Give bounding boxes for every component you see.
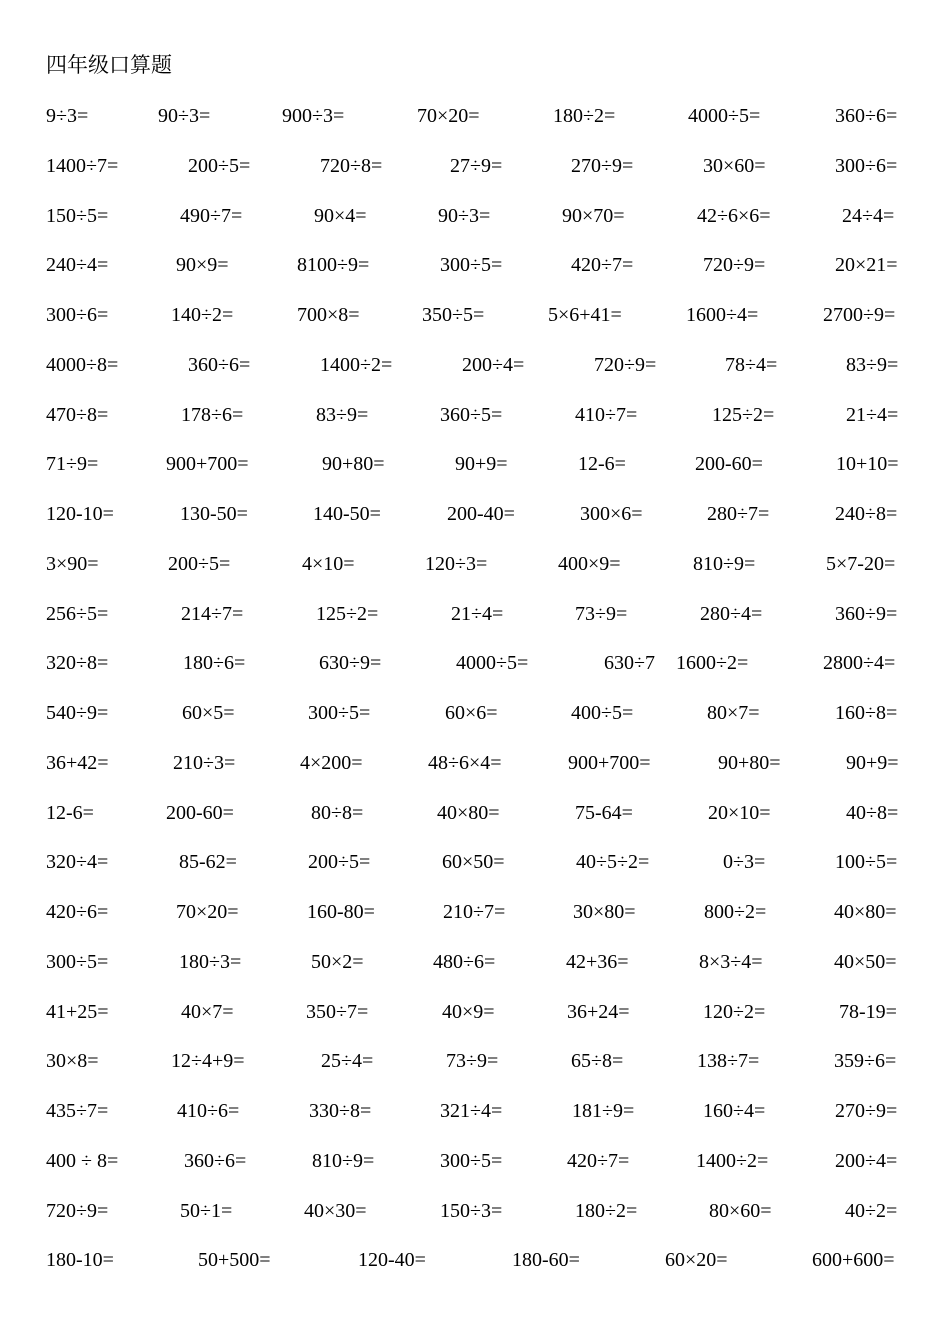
math-problem: 80×60=	[709, 1200, 772, 1222]
math-problem: 321÷4=	[440, 1100, 503, 1122]
math-problem: 65÷8=	[571, 1050, 624, 1072]
math-problem: 90÷3=	[158, 105, 211, 127]
math-problem: 180-60=	[512, 1249, 580, 1271]
math-problem: 0÷3=	[723, 851, 766, 873]
math-problem: 240÷4=	[46, 254, 109, 276]
math-problem: 320÷4=	[46, 851, 109, 873]
math-problem: 9÷3=	[46, 105, 89, 127]
math-problem: 700×8=	[297, 304, 360, 326]
problem-row	[0, 499, 950, 529]
math-problem: 90÷3=	[438, 205, 491, 227]
math-problem: 630÷7	[604, 652, 655, 674]
math-problem: 410÷7=	[575, 404, 638, 426]
math-problem: 300÷6=	[46, 304, 109, 326]
math-problem: 70×20=	[176, 901, 239, 923]
math-problem: 4000÷5=	[688, 105, 761, 127]
math-problem: 200-60=	[695, 453, 763, 475]
math-problem: 75-64=	[575, 802, 633, 824]
math-problem: 280÷4=	[700, 603, 763, 625]
math-problem: 12-6=	[46, 802, 94, 824]
math-problem: 125÷2=	[316, 603, 379, 625]
math-problem: 1400÷7=	[46, 155, 119, 177]
math-problem: 435÷7=	[46, 1100, 109, 1122]
math-problem: 78÷4=	[725, 354, 778, 376]
math-problem: 300÷5=	[46, 951, 109, 973]
math-problem: 150÷5=	[46, 205, 109, 227]
math-problem: 400 ÷ 8=	[46, 1150, 119, 1172]
math-problem: 78-19=	[839, 1001, 897, 1023]
math-problem: 720÷8=	[320, 155, 383, 177]
math-problem: 130-50=	[180, 503, 248, 525]
math-problem: 90×4=	[314, 205, 367, 227]
math-problem: 25÷4=	[321, 1050, 374, 1072]
math-problem: 2700÷9=	[823, 304, 896, 326]
math-problem: 50×2=	[311, 951, 364, 973]
math-problem: 140÷2=	[171, 304, 234, 326]
problem-row	[0, 798, 950, 828]
math-problem: 48÷6×4=	[428, 752, 502, 774]
math-problem: 180÷2=	[575, 1200, 638, 1222]
problem-row	[0, 599, 950, 629]
math-problem: 42÷6×6=	[697, 205, 771, 227]
math-problem: 100÷5=	[835, 851, 898, 873]
math-problem: 1400÷2=	[696, 1150, 769, 1172]
math-problem: 5×6+41=	[548, 304, 622, 326]
math-problem: 200÷4=	[835, 1150, 898, 1172]
problem-row	[0, 250, 950, 280]
math-problem: 470÷8=	[46, 404, 109, 426]
math-problem: 360÷5=	[440, 404, 503, 426]
math-problem: 90+9=	[846, 752, 899, 774]
math-problem: 810÷9=	[693, 553, 756, 575]
math-problem: 27÷9=	[450, 155, 503, 177]
math-problem: 330÷8=	[309, 1100, 372, 1122]
problem-row	[0, 1096, 950, 1126]
problem-row	[0, 449, 950, 479]
math-problem: 40×7=	[181, 1001, 234, 1023]
math-problem: 360÷6=	[188, 354, 251, 376]
math-problem: 80×7=	[707, 702, 760, 724]
math-problem: 270÷9=	[571, 155, 634, 177]
problem-row	[0, 101, 950, 131]
math-problem: 359÷6=	[834, 1050, 897, 1072]
math-problem: 178÷6=	[181, 404, 244, 426]
math-problem: 280÷7=	[707, 503, 770, 525]
math-problem: 41+25=	[46, 1001, 109, 1023]
math-problem: 480÷6=	[433, 951, 496, 973]
math-problem: 270÷9=	[835, 1100, 898, 1122]
math-problem: 83÷9=	[846, 354, 899, 376]
math-problem: 210÷7=	[443, 901, 506, 923]
math-problem: 60×50=	[442, 851, 505, 873]
math-problem: 71÷9=	[46, 453, 99, 475]
math-problem: 8×3÷4=	[699, 951, 763, 973]
math-problem: 40×50=	[834, 951, 897, 973]
math-problem: 12-6=	[578, 453, 626, 475]
math-problem: 90+80=	[718, 752, 781, 774]
math-problem: 1600÷2=	[676, 652, 749, 674]
math-problem: 4×10=	[302, 553, 355, 575]
math-problem: 90×9=	[176, 254, 229, 276]
math-problem: 60×6=	[445, 702, 498, 724]
math-problem: 1600÷4=	[686, 304, 759, 326]
math-problem: 300÷5=	[440, 254, 503, 276]
math-problem: 60×20=	[665, 1249, 728, 1271]
math-problem: 120-40=	[358, 1249, 426, 1271]
math-problem: 40÷2=	[845, 1200, 898, 1222]
math-problem: 20×21=	[835, 254, 898, 276]
math-problem: 200÷5=	[308, 851, 371, 873]
math-problem: 12÷4+9=	[171, 1050, 245, 1072]
math-problem: 720÷9=	[594, 354, 657, 376]
math-problem: 2800÷4=	[823, 652, 896, 674]
math-problem: 10+10=	[836, 453, 899, 475]
math-problem: 900+700=	[568, 752, 651, 774]
math-problem: 30×80=	[573, 901, 636, 923]
math-problem: 40÷8=	[846, 802, 899, 824]
math-problem: 410÷6=	[177, 1100, 240, 1122]
math-problem: 120÷3=	[425, 553, 488, 575]
math-problem: 5×7-20=	[826, 553, 896, 575]
math-problem: 420÷7=	[567, 1150, 630, 1172]
math-problem: 30×8=	[46, 1050, 99, 1072]
math-problem: 138÷7=	[697, 1050, 760, 1072]
math-problem: 420÷7=	[571, 254, 634, 276]
math-problem: 21÷4=	[846, 404, 899, 426]
math-problem: 73÷9=	[575, 603, 628, 625]
math-problem: 90+80=	[322, 453, 385, 475]
math-problem: 20×10=	[708, 802, 771, 824]
math-problem: 200-40=	[447, 503, 515, 525]
math-problem: 40×80=	[834, 901, 897, 923]
math-problem: 160-80=	[307, 901, 375, 923]
math-problem: 80÷8=	[311, 802, 364, 824]
problem-row	[0, 847, 950, 877]
math-problem: 40×9=	[442, 1001, 495, 1023]
math-problem: 240÷8=	[835, 503, 898, 525]
math-problem: 160÷4=	[703, 1100, 766, 1122]
math-problem: 800÷2=	[704, 901, 767, 923]
math-problem: 320÷8=	[46, 652, 109, 674]
problem-row	[0, 300, 950, 330]
math-problem: 120÷2=	[703, 1001, 766, 1023]
page-title: 四年级口算题	[46, 53, 172, 77]
math-problem: 214÷7=	[181, 603, 244, 625]
math-problem: 4000÷5=	[456, 652, 529, 674]
problem-row	[0, 1046, 950, 1076]
math-problem: 120-10=	[46, 503, 114, 525]
math-problem: 140-50=	[313, 503, 381, 525]
math-problem: 720÷9=	[46, 1200, 109, 1222]
math-problem: 90+9=	[455, 453, 508, 475]
math-problem: 90×70=	[562, 205, 625, 227]
math-problem: 50÷1=	[180, 1200, 233, 1222]
math-problem: 400÷5=	[571, 702, 634, 724]
math-problem: 40×80=	[437, 802, 500, 824]
problem-row	[0, 350, 950, 380]
problem-row	[0, 201, 950, 231]
math-problem: 420÷6=	[46, 901, 109, 923]
math-problem: 200÷5=	[188, 155, 251, 177]
math-problem: 180÷6=	[183, 652, 246, 674]
math-problem: 180-10=	[46, 1249, 114, 1271]
math-problem: 36+24=	[567, 1001, 630, 1023]
math-problem: 70×20=	[417, 105, 480, 127]
math-problem: 36+42=	[46, 752, 109, 774]
math-problem: 30×60=	[703, 155, 766, 177]
problem-row	[0, 997, 950, 1027]
math-problem: 85-62=	[179, 851, 237, 873]
math-problem: 630÷9=	[319, 652, 382, 674]
math-problem: 150÷3=	[440, 1200, 503, 1222]
math-problem: 200-60=	[166, 802, 234, 824]
math-problem: 180÷2=	[553, 105, 616, 127]
math-problem: 8100÷9=	[297, 254, 370, 276]
math-problem: 73÷9=	[446, 1050, 499, 1072]
math-problem: 83÷9=	[316, 404, 369, 426]
math-problem: 360÷6=	[835, 105, 898, 127]
math-problem: 3×90=	[46, 553, 99, 575]
math-problem: 21÷4=	[451, 603, 504, 625]
math-problem: 256÷5=	[46, 603, 109, 625]
math-problem: 200÷4=	[462, 354, 525, 376]
math-problem: 720÷9=	[703, 254, 766, 276]
math-problem: 300×6=	[580, 503, 643, 525]
math-problem: 900÷3=	[282, 105, 345, 127]
math-problem: 350÷7=	[306, 1001, 369, 1023]
math-problem: 200÷5=	[168, 553, 231, 575]
math-problem: 4000÷8=	[46, 354, 119, 376]
math-problem: 600+600=	[812, 1249, 895, 1271]
problem-row	[0, 1196, 950, 1226]
math-problem: 300÷6=	[835, 155, 898, 177]
math-problem: 360÷6=	[184, 1150, 247, 1172]
math-problem: 360÷9=	[835, 603, 898, 625]
math-problem: 300÷5=	[308, 702, 371, 724]
problem-row	[0, 748, 950, 778]
problem-row	[0, 698, 950, 728]
problem-row	[0, 897, 950, 927]
math-problem: 400×9=	[558, 553, 621, 575]
math-problem: 490÷7=	[180, 205, 243, 227]
math-problem: 180÷3=	[179, 951, 242, 973]
math-problem: 4×200=	[300, 752, 363, 774]
problem-row	[0, 947, 950, 977]
math-problem: 60×5=	[182, 702, 235, 724]
math-problem: 181÷9=	[572, 1100, 635, 1122]
math-problem: 42+36=	[566, 951, 629, 973]
problem-row	[0, 1245, 950, 1275]
math-problem: 210÷3=	[173, 752, 236, 774]
math-problem: 300÷5=	[440, 1150, 503, 1172]
problem-row	[0, 648, 950, 678]
math-problem: 160÷8=	[835, 702, 898, 724]
problem-row	[0, 1146, 950, 1176]
problem-row	[0, 400, 950, 430]
math-problem: 50+500=	[198, 1249, 271, 1271]
math-problem: 1400÷2=	[320, 354, 393, 376]
math-problem: 40÷5÷2=	[576, 851, 650, 873]
problem-row	[0, 151, 950, 181]
math-problem: 350÷5=	[422, 304, 485, 326]
math-problem: 540÷9=	[46, 702, 109, 724]
math-problem: 40×30=	[304, 1200, 367, 1222]
math-problem: 125÷2=	[712, 404, 775, 426]
math-problem: 810÷9=	[312, 1150, 375, 1172]
problem-row	[0, 549, 950, 579]
math-problem: 900+700=	[166, 453, 249, 475]
math-problem: 24÷4=	[842, 205, 895, 227]
